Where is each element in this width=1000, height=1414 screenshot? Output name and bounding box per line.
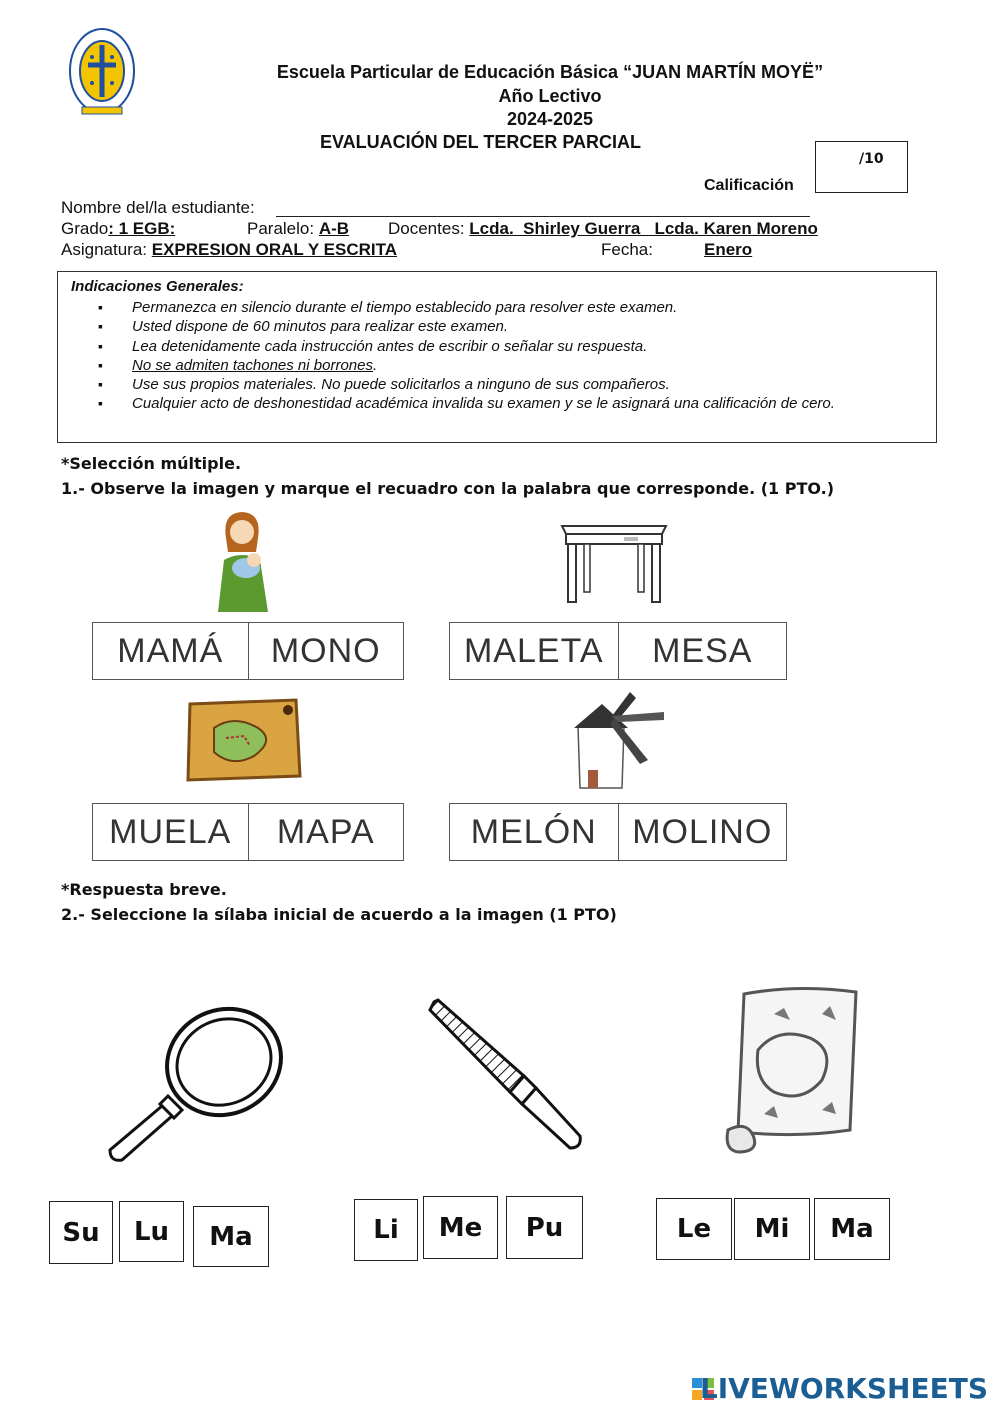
- grade-box[interactable]: [815, 141, 908, 193]
- date-value: Enero: [704, 240, 753, 259]
- school-name: Escuela Particular de Educación Básica “JUAN MARTÍN MOYË”: [276, 62, 824, 82]
- instructions-title: Indicaciones Generales:: [71, 278, 244, 295]
- grade-label-text: Grado: [61, 219, 109, 238]
- option-mapa[interactable]: MAPA: [276, 812, 375, 851]
- syllable-lu[interactable]: Lu: [119, 1201, 184, 1262]
- option-molino[interactable]: MOLINO: [632, 812, 773, 851]
- student-name-line: [61, 198, 255, 218]
- instruction-item: ▪ Permanezca en silencio durante el tiempo establecido para resolver este examen.: [98, 298, 835, 317]
- map-scroll-image: [718, 980, 878, 1160]
- instruction-item: ▪ Lea detenidamente cada instrucción antes de escribir o señalar su respuesta.: [98, 337, 835, 356]
- treasure-map-image: [184, 698, 304, 782]
- docentes-value: Lcda. Shirley Guerra Lcda. Karen Moreno: [469, 219, 818, 238]
- docentes-line: [388, 219, 818, 239]
- section2-type: *Respuesta breve.: [61, 880, 227, 899]
- instruction-item: ▪ No se admiten tachones ni borrones.: [98, 356, 835, 375]
- syllable-li[interactable]: Li: [354, 1199, 418, 1261]
- syllable-ma-2[interactable]: Ma: [814, 1198, 890, 1260]
- option-muela[interactable]: MUELA: [93, 804, 249, 860]
- section1-question: 1.- Observe la imagen y marque el recuadro con la palabra que corresponde. (1 PTO.): [61, 479, 835, 498]
- syllable-su[interactable]: Su: [49, 1201, 113, 1264]
- instruction-item: ▪ Usted dispone de 60 minutos para realizar este examen.: [98, 317, 835, 336]
- paralelo-line: [247, 219, 349, 239]
- name-label: Nombre del/la estudiante:: [61, 198, 255, 217]
- section1-type: *Selección múltiple.: [61, 454, 242, 473]
- paralelo-value: A-B: [318, 219, 350, 238]
- option-mama[interactable]: MAMÁ: [93, 623, 249, 679]
- mother-with-baby-image: [212, 508, 272, 612]
- syllable-mi[interactable]: Mi: [734, 1198, 810, 1260]
- q1-item-2-options: [449, 622, 787, 680]
- q1-item-1-options: [92, 622, 404, 680]
- q1-item-4-options: [449, 803, 787, 861]
- instruction-item: ▪ Cualquier acto de deshonestidad académica invalida su examen y se le asignará una calificación de cero.: [98, 394, 835, 413]
- table-image: [558, 518, 670, 604]
- docentes-label: Docentes:: [388, 219, 465, 238]
- exam-title: EVALUACIÓN DEL TERCER PARCIAL: [320, 132, 642, 152]
- instruction-item: ▪ Use sus propios materiales. No puede solicitarlos a ninguno de sus compañeros.: [98, 375, 835, 394]
- syllable-le[interactable]: Le: [656, 1198, 732, 1260]
- grade-label: Calificación: [704, 177, 794, 194]
- grade-line: [61, 219, 175, 239]
- subject-value: EXPRESION ORAL Y ESCRITA: [151, 240, 398, 259]
- magnifying-glass-image: [100, 1000, 300, 1165]
- section2-question: 2.- Seleccione la sílaba inicial de acuerdo a la imagen (1 PTO): [61, 905, 617, 924]
- windmill-image: [564, 690, 674, 790]
- option-mesa[interactable]: MESA: [652, 631, 753, 670]
- liveworksheets-brand: LIVEWORKSHEETS: [699, 1372, 988, 1405]
- nail-file-image: [420, 996, 590, 1156]
- option-melon[interactable]: MELÓN: [450, 804, 619, 860]
- syllable-me[interactable]: Me: [423, 1196, 498, 1259]
- grade-max: /10: [859, 151, 884, 167]
- subject-line: [61, 240, 397, 260]
- year-label: Año Lectivo: [498, 86, 602, 106]
- date-label: Fecha:: [601, 240, 653, 259]
- school-year: 2024-2025: [506, 109, 594, 129]
- option-mono[interactable]: MONO: [270, 631, 381, 670]
- syllable-pu[interactable]: Pu: [506, 1196, 583, 1259]
- paralelo-label: Paralelo:: [247, 219, 315, 238]
- grade-value: : 1 EGB:: [108, 219, 176, 238]
- student-name-field[interactable]: [276, 216, 810, 217]
- general-instructions-box: [57, 271, 937, 443]
- instructions-list: [98, 298, 835, 414]
- q1-item-3-options: [92, 803, 404, 861]
- option-maleta[interactable]: MALETA: [450, 623, 619, 679]
- syllable-ma-1[interactable]: Ma: [193, 1206, 269, 1267]
- subject-label: Asignatura:: [61, 240, 147, 259]
